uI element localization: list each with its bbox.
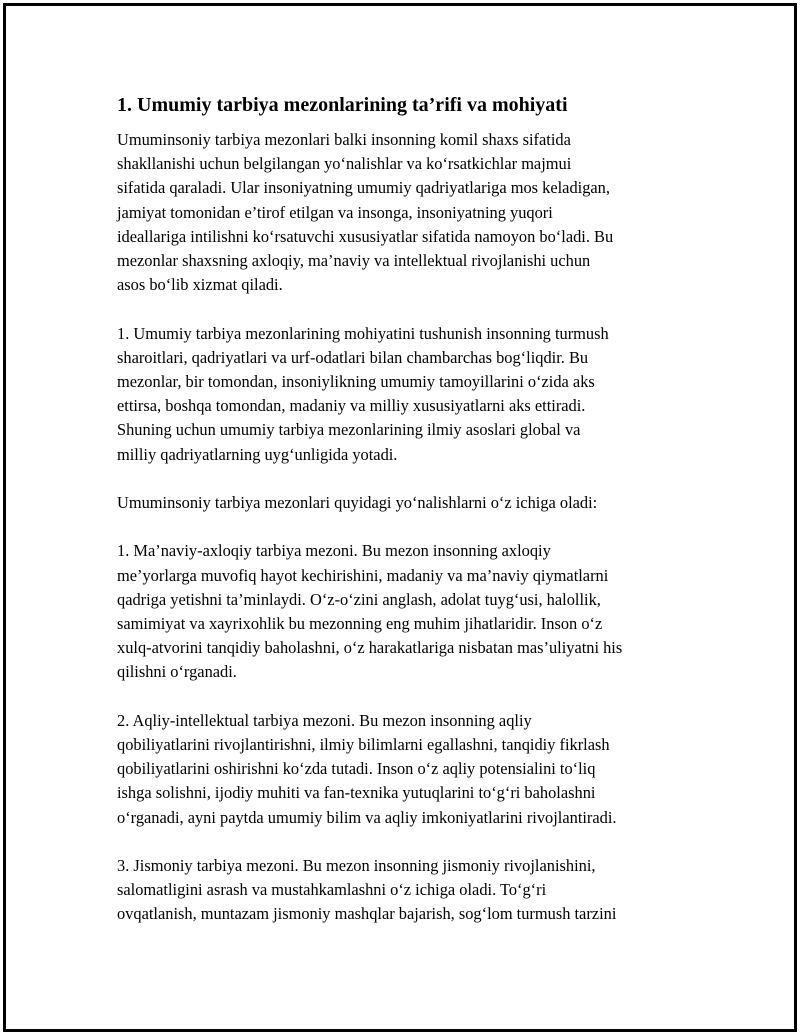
paragraph-definition	[117, 128, 687, 297]
text-line: sharoitlari, qadriyatlari va urf-odatlari bilan chambarchas bogʻliqdir. Bu	[117, 347, 589, 367]
text-line: 3. Jismoniy tarbiya mezoni. Bu mezon insonning jismoniy rivojlanishini,	[117, 856, 596, 876]
text-line: oʻrganadi, ayni paytda umumiy bilim va aqliy imkoniyatlarini rivojlantiradi.	[117, 807, 617, 827]
text-line: 1. Ma’naviy-axloqiy tarbiya mezoni. Bu mezon insonning axloqiy	[117, 541, 551, 561]
document-body	[117, 93, 687, 951]
text-line: me’yorlarga muvofiq hayot kechirishini, madaniy va ma’naviy qiymatlarni	[117, 565, 609, 585]
text-line: sifatida qaraladi. Ular insoniyatning umumiy qadriyatlariga mos keladigan,	[117, 178, 610, 198]
paragraph-intellectual	[117, 709, 687, 830]
paragraph-essence	[117, 322, 687, 467]
text-line: ishga solishni, ijodiy muhiti va fan-texnika yutuqlarini toʻgʻri baholashni	[117, 783, 596, 803]
text-line: Shuning uchun umumiy tarbiya mezonlarining ilmiy asoslari global va	[117, 420, 581, 440]
text-line: 1. Umumiy tarbiya mezonlarining mohiyatini tushunish insonning turmush	[117, 323, 609, 343]
text-line: Umuminsoniy tarbiya mezonlari balki insonning komil shaxs sifatida	[117, 130, 571, 149]
text-line: milliy qadriyatlarning uygʻunligida yotadi.	[117, 444, 398, 464]
text-line: 2. Aqliy-intellektual tarbiya mezoni. Bu mezon insonning aqliy	[117, 710, 532, 730]
text-line: ettirsa, boshqa tomondan, madaniy va milliy xususiyatlarni aks ettiradi.	[117, 396, 586, 416]
text-line: mezonlar shaxsning axloqiy, ma’naviy va intellektual rivojlanishi uchun	[117, 251, 591, 271]
text-line: asos boʻlib xizmat qiladi.	[117, 275, 283, 295]
text-line: samimiyat va xayrixohlik bu mezonning eng muhim jihatlaridir. Inson oʻz	[117, 614, 603, 634]
text-line: ovqatlanish, muntazam jismoniy mashqlar bajarish, sogʻlom turmush tarzini	[117, 904, 617, 924]
text-line: Umuminsoniy tarbiya mezonlari quyidagi yoʻnalishlarni oʻz ichiga oladi:	[117, 493, 598, 513]
section-heading: 1. Umumiy tarbiya mezonlarining ta’rifi va mohiyati	[117, 94, 568, 116]
text-line: qobiliyatlarini rivojlantirishni, ilmiy bilimlarni egallashni, tanqidiy fikrlash	[117, 735, 610, 755]
text-line: jamiyat tomonidan e’tirof etilgan va insonga, insoniyatning yuqori	[117, 202, 553, 222]
text-line: salomatligini asrash va mustahkamlashni oʻz ichiga oladi. Toʻgʻri	[117, 880, 547, 900]
text-line: xulq-atvorini tanqidiy baholashni, oʻz harakatlariga nisbatan mas’uliyatni his	[117, 638, 623, 658]
text-line: shakllanishi uchun belgilangan yoʻnalishlar va koʻrsatkichlar majmui	[117, 154, 572, 174]
text-line: qilishni oʻrganadi.	[117, 662, 237, 682]
text-line: qobiliyatlarini oshirishni koʻzda tutadi. Inson oʻz aqliy potensialini toʻliq	[117, 759, 596, 779]
paragraph-spiritual-moral	[117, 539, 687, 684]
paragraph-physical	[117, 854, 687, 927]
paragraph-intro-list	[117, 491, 687, 515]
text-line: ideallariga intilishni koʻrsatuvchi xususiyatlar sifatida namoyon boʻladi. Bu	[117, 226, 614, 246]
text-line: qadriga yetishni ta’minlaydi. Oʻz-oʻzini anglash, adolat tuygʻusi, halollik,	[117, 589, 601, 609]
text-line: mezonlar, bir tomondan, insoniylikning umumiy tamoyillarini oʻzida aks	[117, 372, 595, 392]
